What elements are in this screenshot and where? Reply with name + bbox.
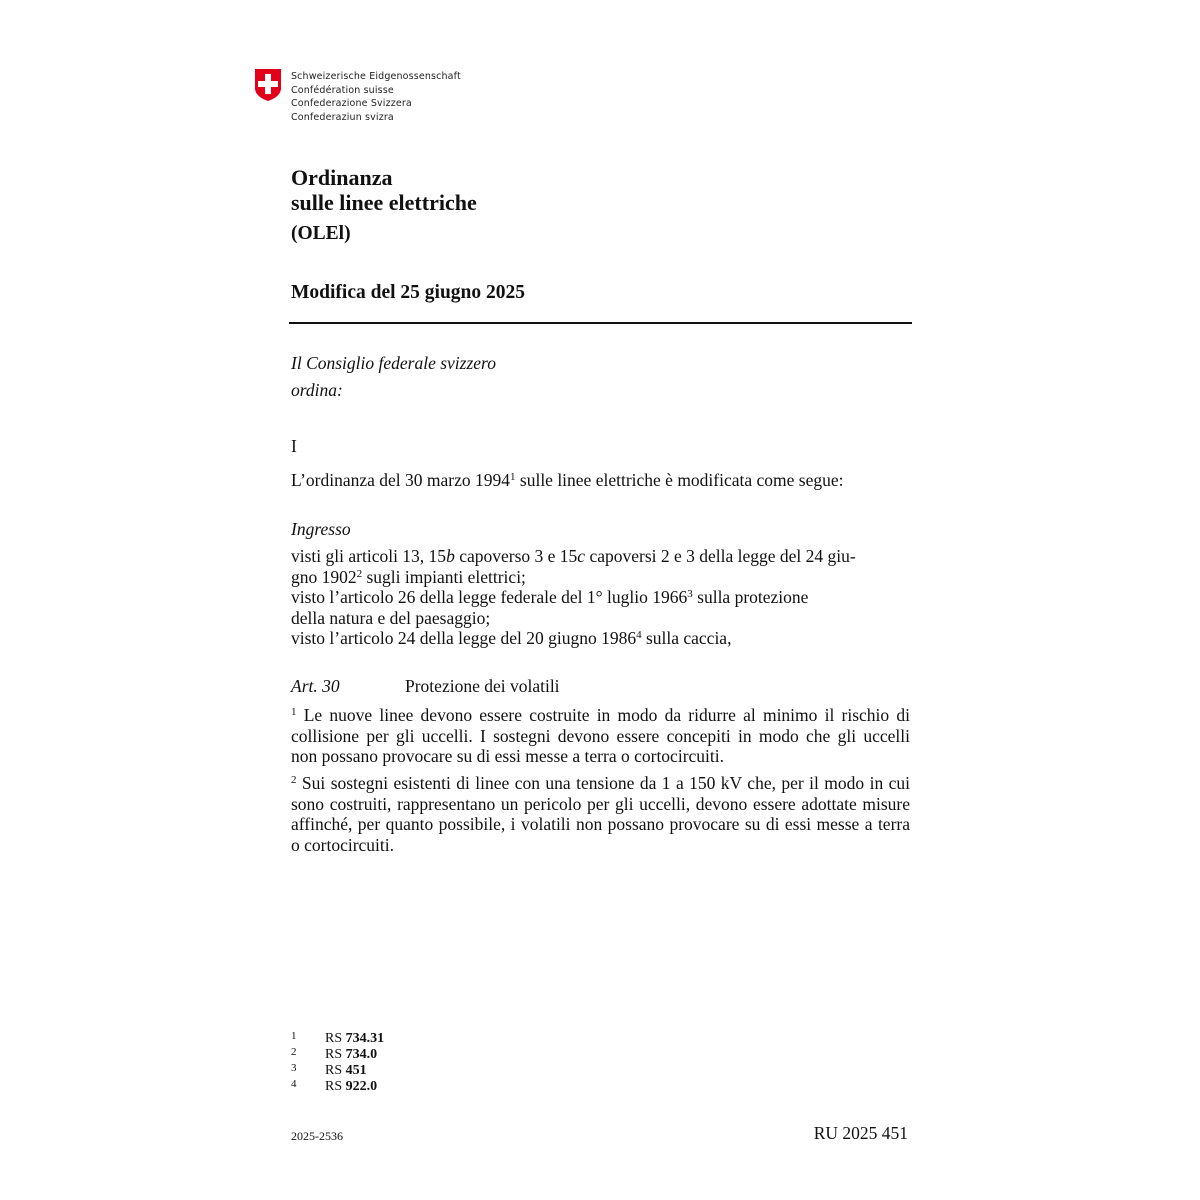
amendment-date: Modifica del 25 giugno 2025	[291, 282, 526, 303]
footnote-ref-value: 451	[345, 1063, 367, 1078]
preamble-verb: ordina:	[291, 380, 343, 400]
footnotes	[291, 1031, 384, 1095]
swiss-cross-logo-icon	[254, 68, 282, 102]
footnote-item	[291, 1079, 384, 1095]
article-title: Protezione dei volatili	[405, 676, 560, 696]
ingresso-line-3	[291, 587, 910, 608]
ingresso-l3-a: visto l’articolo 26 della legge federale del 1° luglio 1966	[291, 587, 688, 607]
official-compilation-reference: RU 2025 451	[813, 1123, 908, 1143]
ingresso-l1-a: visti gli articoli 13, 15	[291, 546, 447, 566]
article-heading	[291, 676, 560, 697]
ingresso-line-1	[291, 546, 910, 567]
federation-line-fr: Confédération suisse	[291, 84, 394, 96]
federation-line-it: Confederazione Svizzera	[291, 98, 412, 110]
footnote-prefix: RS	[325, 1079, 346, 1094]
preamble-authority: Il Consiglio federale svizzero	[291, 353, 496, 373]
federation-name	[291, 70, 461, 124]
ingresso-l2-b: sugli impianti elettrici;	[362, 566, 526, 587]
para2-line-2: sono costruiti, rappresentano un pericolo per gli uccelli, devono essere adottate misure	[291, 793, 910, 814]
ingresso-l3-b: sulla protezione	[692, 587, 809, 607]
document-title	[291, 165, 477, 215]
para2-line-1	[291, 773, 910, 794]
footnote-ref-value: 734.0	[345, 1047, 378, 1062]
ingresso-line-4: della natura e del paesaggio;	[291, 607, 491, 628]
intro-after: sulle linee elettriche è modificata come segue:	[515, 470, 844, 490]
para1-line-3: non possano provocare su di essi messe a terra o cortocircuiti.	[291, 746, 724, 766]
ingresso-line-5	[291, 628, 910, 649]
intro-before: L’ordinanza del 30 marzo 1994	[291, 470, 511, 490]
ingresso-l1-d: c	[577, 546, 586, 566]
article-number: Art. 30	[291, 676, 340, 696]
article-paragraph-1	[291, 705, 910, 767]
ingresso-l1-b: b	[446, 546, 455, 566]
section-roman-numeral: I	[291, 436, 297, 456]
title-divider	[289, 322, 912, 324]
ingresso-l1-c: capoverso 3 e 15	[454, 546, 578, 566]
title-abbreviation: (OLEl)	[291, 223, 351, 244]
para1-line-2: collisione per gli uccelli. I sostegni devono essere concepiti in modo che gli uccelli	[291, 725, 910, 746]
para2-number: 2	[291, 774, 297, 786]
document-number: 2025-2536	[291, 1129, 343, 1143]
footnote-number: 3	[291, 1062, 297, 1074]
footnote-number: 4	[291, 1078, 297, 1090]
ingresso-l2-a: gno 1902	[291, 566, 357, 587]
footnote-prefix: RS	[325, 1031, 346, 1046]
para2-line-1-text: Sui sostegni esistenti di linee con una tensione da 1 a 150 kV che, per il modo in cui	[296, 773, 910, 793]
title-line-2: sulle linee elettriche	[291, 190, 477, 215]
footnote-number: 1	[291, 1030, 297, 1042]
para1-line-1-text: Le nuove linee devono essere costruite in modo da ridurre al minimo il rischio di	[296, 705, 910, 725]
para1-number: 1	[291, 706, 297, 718]
intro-sentence	[291, 470, 844, 491]
ingresso-heading: Ingresso	[291, 519, 351, 539]
footnote-prefix: RS	[325, 1063, 346, 1078]
para2-line-4: o cortocircuiti.	[291, 834, 395, 855]
para2-line-3: affinché, per quanto possibile, i volatili non possano provocare su di essi messe a terra	[291, 814, 910, 834]
ingresso-l5-a: visto l’articolo 24 della legge del 20 giugno 1986	[291, 628, 637, 648]
footnote-ref-value: 922.0	[345, 1079, 378, 1094]
ingresso-text	[291, 546, 910, 649]
footnote-number: 2	[291, 1046, 297, 1058]
federation-line-de: Schweizerische Eidgenossenschaft	[291, 71, 461, 82]
footnote-ref-2[interactable]: 2	[356, 567, 363, 580]
federation-line-rm: Confederaziun svizra	[291, 111, 394, 123]
ingresso-l5-b: sulla caccia,	[641, 628, 732, 648]
para1-line-1	[291, 705, 910, 726]
footnote-prefix: RS	[325, 1047, 346, 1062]
footnote-ref-4[interactable]: 4	[636, 629, 642, 641]
intro-footnote-ref[interactable]: 1	[510, 471, 516, 483]
title-line-1: Ordinanza	[291, 165, 393, 190]
article-paragraph-2	[291, 773, 910, 855]
footnote-ref-3[interactable]: 3	[687, 588, 693, 600]
footnote-ref-value: 734.31	[345, 1031, 385, 1046]
ingresso-line-2	[291, 567, 910, 588]
ingresso-l1-e: capoversi 2 e 3 della legge del 24 giu-	[585, 546, 856, 566]
